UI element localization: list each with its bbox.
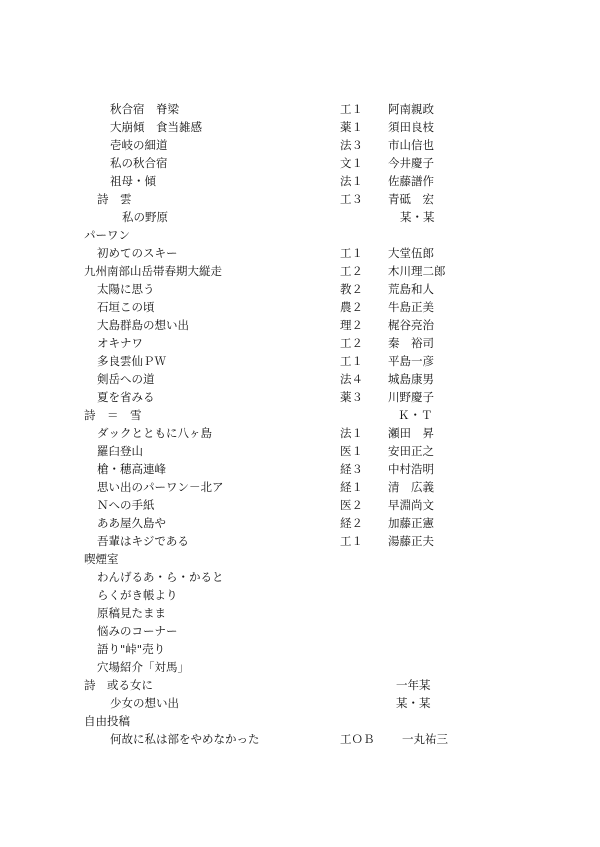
toc-row — [0, 586, 600, 604]
toc-title: 槍・穂高連峰 — [97, 462, 166, 476]
toc-author: 早淵尚文 — [388, 498, 434, 512]
toc-dept: 法１ — [340, 426, 363, 440]
toc-row — [0, 190, 600, 208]
toc-row — [0, 100, 600, 118]
toc-row — [0, 262, 600, 280]
toc-author: 某・某 — [396, 696, 431, 710]
toc-dept: 経３ — [340, 462, 363, 476]
toc-dept: 医１ — [340, 444, 363, 458]
toc-row — [0, 352, 600, 370]
toc-title: 喫煙室 — [84, 552, 119, 566]
toc-row — [0, 118, 600, 136]
toc-dept: 医２ — [340, 498, 363, 512]
toc-title: 語り"峠"売り — [97, 642, 166, 656]
toc-author: 平島一彦 — [388, 354, 434, 368]
toc-row — [0, 676, 600, 694]
toc-row — [0, 424, 600, 442]
toc-row — [0, 154, 600, 172]
toc-title: 多良雲仙ＰＷ — [97, 354, 166, 368]
toc-title: 秋合宿 脊梁 — [110, 102, 179, 116]
toc-dept: 工１ — [340, 246, 363, 260]
toc-row — [0, 316, 600, 334]
toc-author: 清 広義 — [388, 480, 434, 494]
toc-row — [0, 406, 600, 424]
toc-author: 一丸祐三 — [402, 732, 448, 746]
toc-section-heading — [0, 550, 600, 568]
toc-title: ああ屋久島や — [97, 516, 166, 530]
toc-title: 自由投稿 — [84, 714, 130, 728]
toc-row — [0, 622, 600, 640]
toc-dept: 工２ — [340, 336, 363, 350]
toc-row — [0, 460, 600, 478]
toc-dept: 文１ — [340, 156, 363, 170]
toc-row — [0, 496, 600, 514]
toc-row — [0, 640, 600, 658]
toc-author: 大堂伍郎 — [388, 246, 434, 260]
toc-title: 思い出のパーワン－北ア — [97, 480, 224, 494]
toc-title: 石垣この頃 — [97, 300, 155, 314]
toc-row — [0, 514, 600, 532]
toc-row — [0, 208, 600, 226]
toc-title: パーワン — [84, 228, 130, 242]
toc-dept: 薬１ — [340, 120, 363, 134]
toc-row — [0, 136, 600, 154]
toc-row — [0, 478, 600, 496]
toc-row — [0, 334, 600, 352]
toc-dept: 工１ — [340, 102, 363, 116]
toc-dept: 理２ — [340, 318, 363, 332]
toc-title: 太陽に思う — [97, 282, 155, 296]
toc-row — [0, 730, 600, 748]
toc-dept: 法４ — [340, 372, 363, 386]
toc-section-heading — [0, 226, 600, 244]
toc-title: 壱岐の細道 — [110, 138, 168, 152]
toc-dept: 法１ — [340, 174, 363, 188]
toc-author: 今井慶子 — [388, 156, 434, 170]
toc-title: 詩 或る女に — [84, 678, 153, 692]
toc-dept: 工２ — [340, 264, 363, 278]
toc-author: 青砥 宏 — [388, 192, 434, 206]
toc-author: 中村浩明 — [388, 462, 434, 476]
toc-title: 穴場紹介「対馬」 — [97, 660, 189, 674]
toc-dept: 工１ — [340, 354, 363, 368]
toc-row — [0, 244, 600, 262]
toc-dept: 工ＯＢ — [340, 732, 375, 746]
toc-row — [0, 658, 600, 676]
toc-title: 詩 ＝ 雪 — [84, 408, 142, 422]
toc-row — [0, 604, 600, 622]
toc-section-heading — [0, 712, 600, 730]
toc-author: 城島康男 — [388, 372, 434, 386]
toc-author: 湯藤正夫 — [388, 534, 434, 548]
toc-title: 吾輩はキジである — [97, 534, 189, 548]
toc-row — [0, 568, 600, 586]
toc-title: 詩 雲 — [97, 192, 132, 206]
toc-dept: 工３ — [340, 192, 363, 206]
toc-author: 荒島和人 — [388, 282, 434, 296]
toc-dept: 経２ — [340, 516, 363, 530]
toc-title: 私の秋合宿 — [110, 156, 168, 170]
toc-row — [0, 370, 600, 388]
toc-title: 九州南部山岳帯春期大縦走 — [84, 264, 222, 278]
toc-title: 私の野原 — [122, 210, 168, 224]
toc-title: 原稿見たまま — [97, 606, 166, 620]
toc-author: 秦 裕司 — [388, 336, 434, 350]
toc-row — [0, 694, 600, 712]
toc-author: 須田良枝 — [388, 120, 434, 134]
toc-title: わんげるあ・ら・かると — [97, 570, 224, 584]
toc-author: 某・某 — [400, 210, 435, 224]
toc-author: 市山信也 — [388, 138, 434, 152]
toc-title: 羅臼登山 — [97, 444, 143, 458]
toc-title: らくがき帳より — [97, 588, 178, 602]
toc-title: 祖母・傾 — [110, 174, 156, 188]
toc-author: 木川理二郎 — [388, 264, 446, 278]
toc-author: 牛島正美 — [388, 300, 434, 314]
toc-title: 夏を省みる — [97, 390, 155, 404]
toc-row — [0, 172, 600, 190]
toc-title: 何故に私は部をやめなかった — [110, 732, 260, 746]
toc-title: 初めてのスキー — [97, 246, 178, 260]
toc-author: 安田正之 — [388, 444, 434, 458]
toc-row — [0, 280, 600, 298]
toc-author: Ｋ・Ｔ — [398, 408, 433, 422]
toc-title: Ｎへの手紙 — [97, 498, 155, 512]
toc-author: 瀬田 昇 — [388, 426, 434, 440]
toc-author: 佐藤譜作 — [388, 174, 434, 188]
toc-row — [0, 298, 600, 316]
toc-title: 少女の想い出 — [110, 696, 179, 710]
toc-author: 一年某 — [396, 678, 431, 692]
toc-title: オキナワ — [97, 336, 143, 350]
toc-title: 大島群島の想い出 — [97, 318, 189, 332]
toc-dept: 工１ — [340, 534, 363, 548]
toc-author: 川野慶子 — [388, 390, 434, 404]
toc-title: 大崩傾 食当雑感 — [110, 120, 202, 134]
toc-dept: 法３ — [340, 138, 363, 152]
toc-row — [0, 532, 600, 550]
toc-title: ダックとともに八ヶ島 — [97, 426, 212, 440]
toc-dept: 経１ — [340, 480, 363, 494]
toc-title: 悩みのコーナー — [97, 624, 178, 638]
toc-row — [0, 442, 600, 460]
toc-author: 加藤正憲 — [388, 516, 434, 530]
toc-row — [0, 388, 600, 406]
toc-title: 剣岳への道 — [97, 372, 155, 386]
toc-dept: 教２ — [340, 282, 363, 296]
toc-author: 阿南親政 — [388, 102, 434, 116]
toc-dept: 農２ — [340, 300, 363, 314]
toc-dept: 薬３ — [340, 390, 363, 404]
toc-author: 梶谷亮治 — [388, 318, 434, 332]
